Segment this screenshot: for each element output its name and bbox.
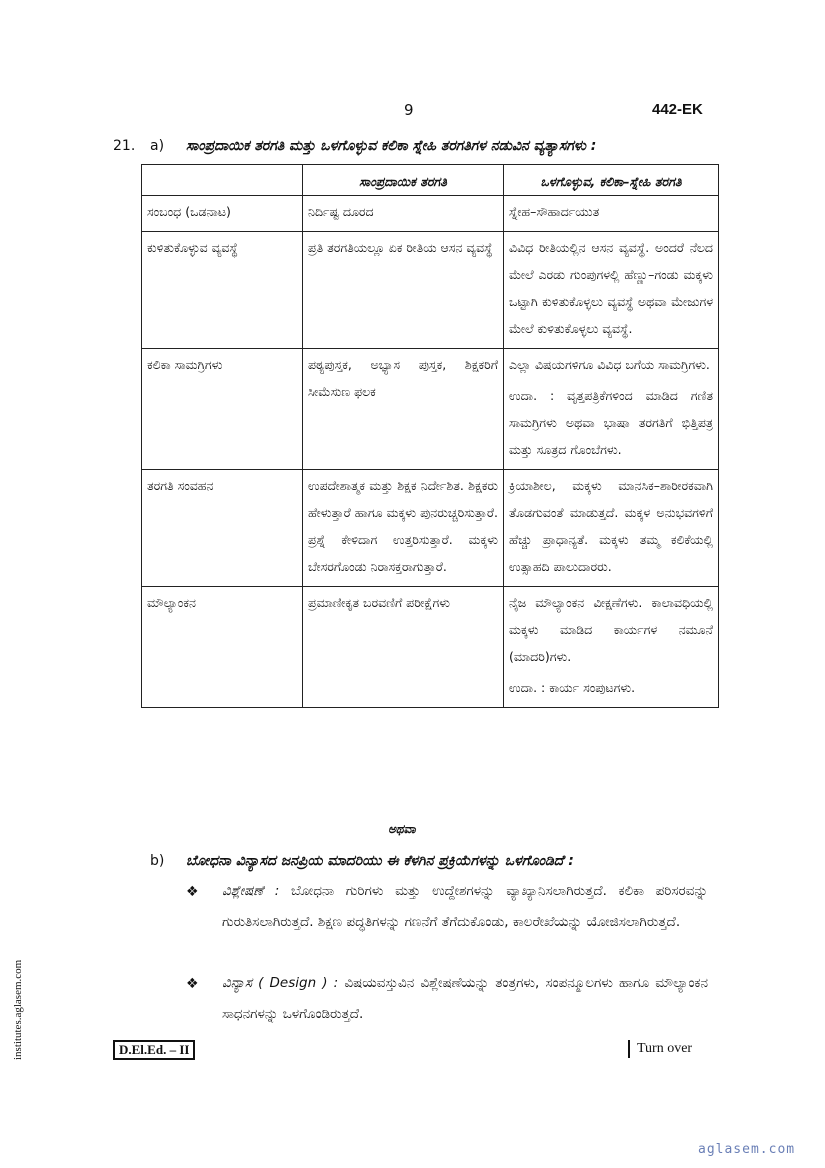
inclusive-text: ನೈಜ ಮೌಲ್ಯಾಂಕನ ವೀಕ್ಷಣೆಗಳು. ಕಾಲಾವಧಿಯಲ್ಲಿ ಮಕ್ಕಳು ಮಾಡಿದ ಕಾರ್ಯಗಳ ನಮೂನೆ (ಮಾದರಿ)ಗಳು. (509, 595, 713, 664)
traditional-cell: ಪಠ್ಯಪುಸ್ತಕ, ಅಭ್ಯಾಸ ಪುಸ್ತಕ, ಶಿಕ್ಷಕರಿಗೆ ಸೀಮೆಸುಣ ಫಲಕ (303, 349, 504, 470)
aspect-cell: ಕಲಿಕಾ ಸಾಮಗ್ರಿಗಳು (142, 349, 303, 470)
turn-over-label: Turn over (628, 1040, 692, 1058)
bullet-text: ಬೋಧನಾ ಗುರಿಗಳು ಮತ್ತು ಉದ್ದೇಶಗಳನ್ನು ವ್ಯಾಖ್ಯಾನಿಸಲಾಗಿರುತ್ತದೆ. ಕಲಿಕಾ ಪರಿಸರವನ್ನು ಗುರುತಿಸಲಾಗಿರುತ್ತದೆ. ಶಿಕ್ಷಣ ಪದ್ಧತಿಗಳನ್ನು ಗಣನೆಗೆ ತೆಗೆದುಕೊಂಡು, ಕಾಲರೇಖೆಯನ್ನು ಯೋಜಿಸಲಾಗಿರುತ್ತದೆ. (222, 883, 708, 930)
comparison-table (141, 164, 719, 708)
table-header-cell: ಒಳಗೊಳ್ಳುವ, ಕಲಿಕಾ–ಸ್ನೇಹಿ ತರಗತಿ (504, 165, 719, 196)
inclusive-cell (504, 470, 719, 587)
inclusive-cell (504, 587, 719, 708)
aspect-cell: ತರಗತಿ ಸಂವಹನ (142, 470, 303, 587)
course-label: D.El.Ed. – II (113, 1040, 195, 1060)
aspect-cell: ಮೌಲ್ಯಾಂಕನ (142, 587, 303, 708)
aspect-cell: ಕುಳಿತುಕೊಳ್ಳುವ ವ್ಯವಸ್ಥೆ (142, 232, 303, 349)
part-a-label: a) (150, 138, 165, 154)
inclusive-cell (504, 349, 719, 470)
traditional-cell: ಪ್ರಮಾಣೀಕೃತ ಬರವಣಿಗೆ ಪರೀಕ್ಷೆಗಳು (303, 587, 504, 708)
inclusive-example: ಉದಾ. : ವೃತ್ತಪತ್ರಿಕೆಗಳಿಂದ ಮಾಡಿದ ಗಣಿತ ಸಾಮಗ್ರಿಗಳು ಅಥವಾ ಭಾಷಾ ತರಗತಿಗೆ ಭಿತ್ತಿಪತ್ರ ಮತ್ತು ಸೂತ್ರದ ಗೊಂಬೆಗಳು. (509, 388, 713, 457)
traditional-cell: ಪ್ರತಿ ತರಗತಿಯಲ್ಲೂ ಏಕ ರೀತಿಯ ಆಸನ ವ್ಯವಸ್ಥೆ (303, 232, 504, 349)
inclusive-text: ಎಲ್ಲಾ ವಿಷಯಗಳಿಗೂ ವಿವಿಧ ಬಗೆಯ ಸಾಮಗ್ರಿಗಳು. (509, 357, 710, 372)
bullet-lead: ವಿನ್ಯಾಸ ( Design ) : (222, 975, 339, 991)
question-number: 21. (113, 138, 136, 154)
bullet-diamond-icon: ❖ (186, 976, 199, 992)
table-row (142, 232, 719, 349)
bullet-text: ವಿಷಯವಸ್ತುವಿನ ವಿಶ್ಲೇಷಣೆಯನ್ನು ತಂತ್ರಗಳು, ಸಂಪನ್ಮೂಲಗಳು ಹಾಗೂ ಮೌಲ್ಯಾಂಕನ ಸಾಧನಗಳನ್ನು ಒಳಗೊಂಡಿರುತ್ತದೆ. (222, 975, 709, 1022)
table-header-cell (142, 165, 303, 196)
or-separator: ಅಥವಾ (388, 822, 416, 836)
inclusive-text: ಸ್ನೇಹ–ಸೌಹಾರ್ದಯುತ (509, 204, 600, 219)
inclusive-example: ಉದಾ. : ಕಾರ್ಯ ಸಂಪುಟಗಳು. (509, 680, 636, 695)
table-header-row (142, 165, 719, 196)
aspect-cell: ಸಂಬಂಧ (ಒಡನಾಟ) (142, 196, 303, 232)
bullet-diamond-icon: ❖ (186, 884, 199, 900)
side-watermark: institutes.aglasem.com (12, 959, 24, 1060)
inclusive-text: ಕ್ರಿಯಾಶೀಲ, ಮಕ್ಕಳು ಮಾನಸಿಕ–ಶಾರೀರಕವಾಗಿ ತೊಡಗುವಂತೆ ಮಾಡುತ್ತದೆ. ಮಕ್ಕಳ ಅನುಭವಗಳಿಗೆ ಹೆಚ್ಚು ಪ್ರಾಧಾನ್ಯತೆ. ಮಕ್ಕಳು ತಮ್ಮ ಕಲಿಕೆಯಲ್ಲಿ ಉತ್ಸಾಹದಿ ಪಾಲುದಾರರು. (509, 478, 713, 574)
part-a-title: ಸಾಂಪ್ರದಾಯಿಕ ತರಗತಿ ಮತ್ತು ಒಳಗೊಳ್ಳುವ ಕಲಿಕಾ ಸ್ನೇಹಿ ತರಗತಿಗಳ ನಡುವಿನ ವ್ಯತ್ಯಾಸಗಳು : (186, 138, 597, 154)
part-b-title: ಬೋಧನಾ ವಿನ್ಯಾಸದ ಜನಪ್ರಿಯ ಮಾದರಿಯು ಈ ಕೆಳಗಿನ ಪ್ರಕ್ರಿಯೆಗಳನ್ನು ಒಳಗೊಂಡಿದೆ : (186, 853, 574, 869)
part-b-label: b) (150, 853, 165, 869)
traditional-cell: ಉಪದೇಶಾತ್ಮಕ ಮತ್ತು ಶಿಕ್ಷಕ ನಿರ್ದೇಶಿತ. ಶಿಕ್ಷಕರು ಹೇಳುತ್ತಾರೆ ಹಾಗೂ ಮಕ್ಕಳು ಪುನರುಚ್ಚರಿಸುತ್ತಾರೆ. ಪ್ರಶ್ನೆ ಕೇಳಿದಾಗ ಉತ್ತರಿಸುತ್ತಾರೆ. ಮಕ್ಕಳು ಬೇಸರಗೊಂಡು ನಿರಾಸಕ್ತರಾಗುತ್ತಾರೆ. (303, 470, 504, 587)
bullet-design (222, 968, 708, 1030)
brand-watermark: aglasem.com (698, 1142, 796, 1157)
page-number: 9 (404, 101, 414, 119)
paper-code: 442-EK (652, 101, 703, 118)
inclusive-cell (504, 232, 719, 349)
traditional-cell: ನಿರ್ದಿಷ್ಟ ದೂರದ (303, 196, 504, 232)
table-row (142, 349, 719, 470)
inclusive-cell (504, 196, 719, 232)
table-row (142, 196, 719, 232)
bullet-lead: ವಿಶ್ಲೇಷಣೆ : (222, 883, 280, 899)
table-header-cell: ಸಾಂಪ್ರದಾಯಿಕ ತರಗತಿ (303, 165, 504, 196)
table-row (142, 587, 719, 708)
inclusive-text: ವಿವಿಧ ರೀತಿಯಲ್ಲಿನ ಆಸನ ವ್ಯವಸ್ಥೆ. ಅಂದರೆ ನೆಲದ ಮೇಲೆ ಎರಡು ಗುಂಪುಗಳಲ್ಲಿ ಹೆಣ್ಣು–ಗಂಡು ಮಕ್ಕಳು ಒಟ್ಟಾಗಿ ಕುಳಿತುಕೊಳ್ಳಲು ವ್ಯವಸ್ಥೆ ಅಥವಾ ಮೇಜುಗಳ ಮೇಲೆ ಕುಳಿತುಕೊಳ್ಳಲು ವ್ಯವಸ್ಥೆ. (509, 240, 713, 336)
table-row (142, 470, 719, 587)
bullet-analysis (222, 876, 708, 938)
